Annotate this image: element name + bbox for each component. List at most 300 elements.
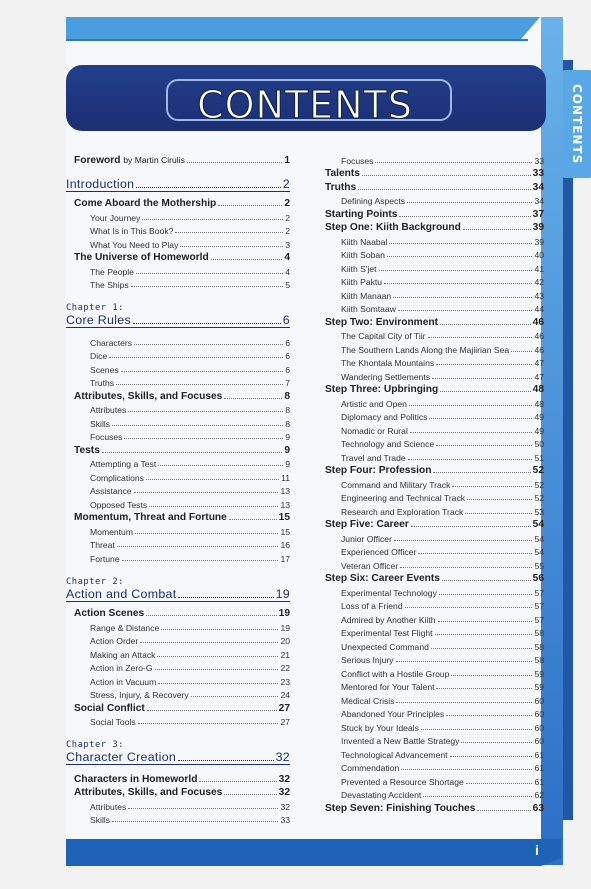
toc-entry-chapter-3[interactable] — [66, 750, 290, 765]
page-number: 16 — [280, 540, 290, 550]
toc-subsection-entry[interactable] — [341, 436, 544, 450]
entry-title: Opposed Tests — [90, 499, 148, 510]
page-number: 58 — [534, 655, 544, 665]
dot-leader — [199, 781, 276, 782]
toc-section-entry[interactable] — [74, 510, 290, 524]
page-number: 42 — [534, 277, 544, 287]
entry-title: Characters — [90, 337, 133, 348]
entry-title: The Ships — [90, 280, 129, 290]
page-number: 21 — [280, 649, 290, 660]
toc-subsection-entry[interactable] — [90, 496, 290, 510]
chapter-2-entry-list — [66, 606, 290, 728]
entry-title: Skills — [90, 418, 111, 429]
entry-title: Fortune — [90, 553, 120, 564]
dot-leader — [138, 723, 279, 724]
toc-subsection-entry[interactable] — [90, 469, 290, 483]
entry-title: Step Six: Career Events — [325, 573, 440, 584]
entry-title: Focuses — [341, 155, 374, 166]
page-number: 27 — [280, 717, 290, 727]
page-number: 37 — [532, 208, 544, 220]
toc-section-entry[interactable] — [74, 196, 290, 210]
page-number: 46 — [534, 344, 544, 355]
page-number: 2 — [284, 198, 290, 209]
page-number: 40 — [534, 250, 544, 260]
entry-title: Technology and Science — [341, 439, 435, 449]
toc-subsection-entry[interactable] — [341, 652, 544, 666]
toc-subsection-entry[interactable] — [341, 355, 544, 369]
toc-subsection-entry[interactable] — [341, 692, 544, 706]
toc-subsection-entry[interactable] — [90, 619, 290, 633]
dot-leader — [191, 696, 279, 697]
toc-subsection-entry[interactable] — [341, 665, 544, 679]
dot-leader — [466, 783, 533, 784]
dot-leader — [450, 756, 533, 757]
toc-entry-introduction[interactable] — [66, 177, 290, 192]
dot-leader — [463, 229, 531, 230]
toc-subsection-entry[interactable] — [341, 773, 544, 787]
side-tab-label: CONTENTS — [570, 83, 584, 165]
toc-section-entry[interactable] — [325, 206, 544, 220]
toc-subsection-entry[interactable] — [341, 611, 544, 625]
page-number: 47 — [534, 358, 544, 368]
entry-title: Dice — [90, 351, 108, 361]
toc-subsection-entry[interactable] — [90, 633, 290, 647]
page-number: 33 — [532, 168, 544, 179]
entry-title: Invented a New Battle Strategy — [341, 736, 460, 746]
entry-title: Talents — [325, 168, 360, 179]
toc-section-entry[interactable] — [325, 517, 544, 531]
entry-title: Complications — [90, 472, 144, 483]
page-number: 23 — [280, 676, 290, 687]
page-number: 59 — [534, 668, 544, 679]
page-number: 46 — [534, 331, 544, 341]
toc-subsection-entry[interactable] — [90, 277, 290, 291]
page-number: 50 — [534, 439, 544, 449]
page-number: 52 — [532, 465, 544, 476]
toc-subsection-entry[interactable] — [341, 274, 544, 288]
dot-leader — [218, 205, 282, 206]
toc-section-entry[interactable] — [74, 771, 290, 785]
entry-title: Action in Zero-G — [90, 663, 153, 673]
toc-subsection-entry[interactable] — [90, 456, 290, 470]
top-bar — [66, 17, 540, 39]
toc-subsection-entry[interactable] — [341, 193, 544, 207]
toc-subsection-entry[interactable] — [90, 537, 290, 551]
toc-subsection-entry[interactable] — [90, 660, 290, 674]
dot-leader — [211, 259, 283, 260]
entry-title: Step Four: Profession — [325, 465, 432, 476]
toc-subsection-entry[interactable] — [341, 328, 544, 342]
toc-section-entry[interactable] — [74, 700, 290, 714]
entry-title: Artistic and Open — [341, 398, 407, 409]
page-number: 32 — [275, 750, 290, 764]
toc-subsection-entry[interactable] — [90, 798, 290, 812]
page-number: 62 — [534, 790, 544, 800]
entry-title: Abandoned Your Principles — [341, 709, 445, 719]
dot-leader — [134, 492, 279, 493]
toc-subsection-entry[interactable] — [90, 550, 290, 564]
entry-title: Action Scenes — [74, 608, 145, 619]
dot-leader — [142, 219, 283, 220]
page-number: 54 — [532, 519, 544, 530]
toc-subsection-entry[interactable] — [341, 409, 544, 423]
dot-leader — [451, 675, 532, 676]
toc-subsection-entry[interactable] — [90, 523, 290, 537]
entry-title: Admired by Another Kiith — [341, 614, 436, 625]
page-number: 58 — [534, 641, 544, 652]
entry-title: Command and Military Track — [341, 479, 451, 490]
entry-title: The People — [90, 266, 134, 277]
dot-leader — [158, 465, 283, 466]
dot-leader — [175, 232, 283, 233]
toc-subsection-entry[interactable] — [90, 236, 290, 250]
foreword-title: Foreword — [74, 154, 121, 166]
toc-subsection-entry[interactable] — [341, 544, 544, 558]
dot-leader — [121, 371, 284, 372]
toc-subsection-entry[interactable] — [341, 233, 544, 247]
right-entry-list — [325, 152, 544, 814]
dot-leader — [112, 425, 283, 426]
entry-title: Unexpected Command — [341, 641, 429, 652]
dot-leader — [102, 452, 282, 453]
entry-title: The Universe of Homeworld — [74, 252, 209, 263]
entry-title: Starting Points — [325, 208, 398, 220]
toc-subsection-entry[interactable] — [341, 395, 544, 409]
entry-title: Loss of a Friend — [341, 601, 403, 611]
entry-title: Truths — [325, 181, 357, 193]
entry-title: Experimental Technology — [341, 587, 437, 598]
page-number: 2 — [285, 226, 290, 236]
entry-title: Medical Crisis — [341, 695, 395, 706]
dot-leader — [452, 486, 532, 487]
toc-section-entry[interactable] — [74, 785, 290, 799]
toc-subsection-entry[interactable] — [341, 706, 544, 720]
page-number: 6 — [282, 313, 290, 327]
entry-title: Attributes — [90, 405, 127, 415]
entry-title: Threat — [90, 540, 115, 550]
toc-section-entry[interactable] — [325, 220, 544, 234]
toc-subsection-entry[interactable] — [341, 301, 544, 315]
page-number: 34 — [532, 181, 544, 193]
toc-subsection-entry[interactable] — [90, 334, 290, 348]
page-number: 46 — [532, 316, 544, 328]
entry-title: The Southern Lands Along the Majiirian Sea — [341, 344, 510, 355]
toc-section-entry[interactable] — [325, 166, 544, 180]
page-number: 60 — [534, 695, 544, 706]
entry-title: Focuses — [90, 432, 123, 442]
entry-title: Research and Exploration Track — [341, 506, 464, 517]
chapter-title: Introduction — [66, 176, 135, 191]
page-number: 56 — [532, 573, 544, 584]
toc-subsection-entry[interactable] — [90, 375, 290, 389]
toc-section-entry[interactable] — [74, 250, 290, 264]
toc-subsection-entry[interactable] — [341, 584, 544, 598]
dot-leader — [477, 810, 530, 811]
entry-title: Momentum — [90, 526, 133, 537]
toc-section-entry[interactable] — [325, 571, 544, 585]
page-number: 9 — [284, 444, 290, 456]
entry-title: Kiith Naabal — [341, 236, 388, 247]
dot-leader — [461, 742, 532, 743]
dot-leader — [147, 710, 277, 711]
dot-leader — [224, 794, 276, 795]
toc-subsection-entry[interactable] — [90, 209, 290, 223]
page-title: CONTENTS — [197, 83, 413, 127]
toc-subsection-entry[interactable] — [90, 687, 290, 701]
toc-subsection-entry[interactable] — [90, 646, 290, 660]
chapter-label: Chapter 2: — [66, 576, 124, 587]
entry-title: Action Order — [90, 636, 139, 646]
toc-section-entry[interactable] — [74, 442, 290, 456]
toc-subsection-entry[interactable] — [341, 598, 544, 612]
toc-subsection-entry[interactable] — [341, 476, 544, 490]
page-number: 53 — [534, 506, 544, 517]
dot-leader — [429, 418, 532, 419]
dot-leader — [124, 438, 283, 439]
dot-leader — [149, 506, 278, 507]
toc-subsection-entry[interactable] — [90, 402, 290, 416]
toc-section-entry[interactable] — [325, 463, 544, 477]
toc-subsection-entry[interactable] — [90, 223, 290, 237]
entry-title: Technological Advancement — [341, 749, 448, 760]
toc-entry-chapter-1[interactable] — [66, 313, 290, 328]
page-number: 9 — [285, 459, 290, 469]
dot-leader — [442, 580, 531, 581]
entry-title: Kiith Manaan — [341, 290, 392, 301]
dot-leader — [439, 594, 533, 595]
page-number: 6 — [285, 364, 290, 375]
dot-leader — [401, 769, 532, 770]
entry-title: Junior Officer — [341, 533, 392, 544]
entry-title: Conflict with a Hostile Group — [341, 668, 450, 679]
page-number: 52 — [534, 493, 544, 503]
dot-leader — [117, 546, 279, 547]
toc-section-entry[interactable] — [74, 388, 290, 402]
page-number: 48 — [534, 398, 544, 409]
toc-subsection-entry[interactable] — [341, 719, 544, 733]
entry-title: Attributes, Skills, and Focuses — [74, 787, 223, 798]
page-number: 3 — [285, 239, 290, 250]
toc-subsection-entry[interactable] — [341, 247, 544, 261]
dot-leader — [136, 273, 283, 274]
page-number: 32 — [280, 801, 290, 812]
entry-title: Commendation — [341, 763, 400, 773]
entry-title: Characters in Homeworld — [74, 773, 198, 785]
entry-title: Social Conflict — [74, 702, 145, 714]
dot-leader — [421, 729, 533, 730]
dot-leader — [128, 808, 278, 809]
entry-title: Scenes — [90, 364, 119, 375]
page-number: 59 — [534, 682, 544, 692]
toc-section-entry[interactable] — [325, 800, 544, 814]
toc-section-entry[interactable] — [325, 314, 544, 328]
chapter-title: Character Creation — [66, 750, 177, 764]
toc-subsection-entry[interactable] — [341, 530, 544, 544]
toc-subsection-entry[interactable] — [341, 422, 544, 436]
page-number: 52 — [534, 479, 544, 490]
page-number: 32 — [278, 773, 290, 785]
toc-subsection-entry[interactable] — [90, 673, 290, 687]
entry-title: Wandering Settlements — [341, 371, 431, 382]
dot-leader — [438, 621, 533, 622]
toc-subsection-entry[interactable] — [341, 368, 544, 382]
dot-leader — [440, 391, 530, 392]
dot-leader — [112, 821, 278, 822]
dot-leader — [467, 499, 532, 500]
dot-leader — [436, 445, 532, 446]
page-number: 57 — [534, 587, 544, 598]
toc-subsection-entry[interactable] — [341, 503, 544, 517]
dot-leader — [140, 642, 278, 643]
entry-title: Attributes, Skills, and Focuses — [74, 390, 223, 402]
toc-subsection-entry[interactable] — [90, 263, 290, 277]
dot-leader — [128, 411, 283, 412]
dot-leader — [134, 344, 283, 345]
dot-leader — [433, 472, 530, 473]
dot-leader — [411, 526, 531, 527]
page-number: 61 — [534, 749, 544, 760]
dot-leader — [393, 297, 532, 298]
chapter-3-entry-list — [66, 771, 290, 825]
page-number: 19 — [280, 622, 290, 633]
page-number: 33 — [280, 815, 290, 825]
page-number: 24 — [280, 690, 290, 700]
dot-leader — [396, 661, 533, 662]
toc-subsection-entry[interactable] — [341, 679, 544, 693]
dot-leader — [379, 270, 533, 271]
toc-subsection-entry[interactable] — [341, 733, 544, 747]
page-number: 8 — [285, 405, 290, 415]
dot-leader — [400, 567, 532, 568]
dot-leader — [229, 519, 277, 520]
toc-section-entry[interactable] — [74, 606, 290, 620]
toc-subsection-entry[interactable] — [341, 557, 544, 571]
page-number: 60 — [534, 722, 544, 733]
entry-title: Kiith Soban — [341, 250, 385, 260]
toc-subsection-entry[interactable] — [90, 483, 290, 497]
dot-leader — [408, 459, 533, 460]
page-number: 61 — [534, 776, 544, 787]
page-number: 6 — [285, 351, 290, 361]
page-number: 33 — [534, 155, 544, 166]
entry-title: Travel and Trade — [341, 452, 406, 463]
toc-subsection-entry[interactable] — [90, 361, 290, 375]
page-number: 41 — [534, 263, 544, 274]
dot-leader — [399, 216, 530, 217]
entry-title: Social Tools — [90, 717, 136, 727]
page-number: 63 — [532, 802, 544, 814]
page-number: 19 — [275, 586, 290, 601]
entry-title: Veteran Officer — [341, 560, 399, 571]
dot-leader — [131, 286, 284, 287]
page-number: 34 — [534, 196, 544, 206]
toc-subsection-entry[interactable] — [90, 429, 290, 443]
page-number: 2 — [282, 176, 290, 191]
entry-title: The Khontala Mountains — [341, 358, 435, 368]
dot-leader — [387, 256, 532, 257]
toc-subsection-entry[interactable] — [341, 787, 544, 801]
dot-leader — [446, 715, 532, 716]
toc-subsection-entry[interactable] — [341, 341, 544, 355]
toc-entry-foreword[interactable] — [74, 152, 290, 166]
page-number: 57 — [534, 601, 544, 611]
toc-subsection-entry[interactable] — [341, 260, 544, 274]
toc-subsection-entry[interactable] — [341, 490, 544, 504]
page-number: 5 — [285, 280, 290, 290]
entry-title: Attempting a Test — [90, 459, 157, 469]
toc-section-entry[interactable] — [325, 382, 544, 396]
intro-entry-list — [66, 196, 290, 291]
page-number: 9 — [285, 432, 290, 442]
toc-subsection-entry[interactable] — [341, 760, 544, 774]
page-number: 17 — [280, 553, 290, 564]
toc-subsection-entry[interactable] — [90, 714, 290, 728]
entry-title: Step Five: Career — [325, 519, 409, 530]
entry-title: Momentum, Threat and Fortune — [74, 512, 227, 523]
toc-section-entry[interactable] — [325, 179, 544, 193]
entry-title: Skills — [90, 815, 111, 825]
toc-subsection-entry[interactable] — [341, 449, 544, 463]
entry-title: Your Journey — [90, 212, 141, 223]
dot-leader — [155, 669, 279, 670]
entry-title: Step Three: Upbringing — [325, 384, 439, 395]
page-number: 6 — [285, 337, 290, 348]
toc-subsection-entry[interactable] — [341, 638, 544, 652]
entry-title: Devastating Accident — [341, 790, 422, 800]
dot-leader — [405, 607, 533, 608]
dot-leader — [407, 202, 532, 203]
dot-leader — [375, 162, 532, 163]
dot-leader — [116, 384, 283, 385]
dot-leader — [396, 702, 532, 703]
entry-title: What Is in This Book? — [90, 226, 174, 236]
entry-title: Come Aboard the Mothership — [74, 198, 217, 209]
dot-leader — [436, 364, 532, 365]
toc-column-left — [66, 152, 290, 825]
page-number: 49 — [534, 425, 544, 436]
entry-title: Step Two: Environment — [325, 316, 439, 328]
entry-title: Stuck by Your Ideals — [341, 722, 419, 733]
dot-leader — [511, 351, 532, 352]
entry-title: Step Seven: Finishing Touches — [325, 802, 476, 814]
page-number: 20 — [280, 636, 290, 646]
entry-title: Stress, Injury, & Recovery — [90, 690, 189, 700]
dot-leader — [436, 688, 532, 689]
dot-leader — [146, 615, 276, 616]
chapter-title: Core Rules — [66, 313, 131, 327]
toc-subsection-entry[interactable] — [341, 152, 544, 166]
dot-leader — [358, 189, 531, 190]
toc-subsection-entry[interactable] — [341, 746, 544, 760]
entry-title: Experimental Test Flight — [341, 628, 433, 638]
dot-leader — [465, 513, 532, 514]
page-number: 13 — [280, 486, 290, 496]
toc-subsection-entry[interactable] — [341, 625, 544, 639]
page-number-footer: i — [535, 842, 539, 858]
toc-entry-chapter-2[interactable] — [66, 587, 290, 602]
dot-leader — [418, 553, 532, 554]
toc-subsection-entry[interactable] — [90, 812, 290, 826]
dot-leader — [135, 533, 278, 534]
entry-title: Experienced Officer — [341, 547, 417, 557]
toc-subsection-entry[interactable] — [90, 415, 290, 429]
chapter-1-entry-list — [66, 334, 290, 564]
dot-leader — [409, 405, 533, 406]
toc-subsection-entry[interactable] — [341, 287, 544, 301]
toc-subsection-entry[interactable] — [90, 348, 290, 362]
page-number: 39 — [534, 236, 544, 247]
page-number: 54 — [534, 547, 544, 557]
